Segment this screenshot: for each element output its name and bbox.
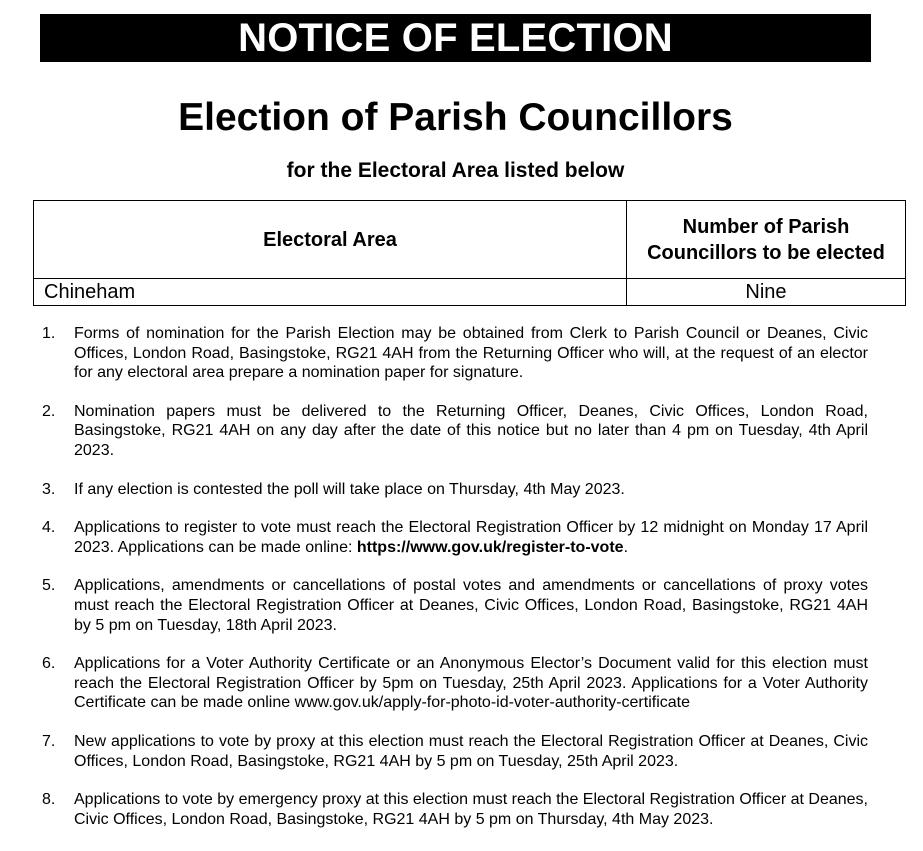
item-text: Applications to register to vote must reach the Electoral Registration Officer by 12 midnight on Monday 17 April 2023. Applications can be made online: (74, 519, 868, 556)
councillor-count-cell: Nine (627, 279, 906, 306)
list-item (40, 732, 868, 771)
list-item (40, 518, 868, 557)
item-number: 4. (42, 519, 56, 537)
item-text: Applications to vote by emergency proxy at this election must reach the Electoral Registration Officer at Deanes, Civic Offices, London Road, Basingstoke, RG21 4AH by 5 pm on Thursday, 4th May 2023. (74, 791, 868, 828)
item-number: 3. (42, 480, 56, 498)
list-item (40, 790, 868, 829)
register-to-vote-link[interactable]: https://www.gov.uk/register-to-vote (356, 538, 624, 556)
area-name-cell: Chineham (34, 279, 627, 306)
item-number: 2. (42, 402, 56, 420)
list-item (40, 654, 868, 713)
item-text-end: . (623, 538, 629, 556)
item-text: New applications to vote by proxy at this election must reach the Electoral Registration Officer at Deanes, Civic Offices, London Road, Basingstoke, RG21 4AH by 5 pm on Tuesday, 25th April 2023. (74, 732, 868, 770)
item-number: 8. (42, 791, 56, 809)
item-text: Applications, amendments or cancellations of postal votes and amendments or cancellations of proxy votes must reach the Electoral Registration Officer at Deanes, Civic Offices, London Road, Basingstoke, RG21 4AH by 5 pm on Tuesday, 18th April 2023. (74, 577, 868, 634)
list-item (40, 480, 868, 500)
item-text: Applications for a Voter Authority Certificate or an Anonymous Elector’s Document valid for this election must reach the Electoral Registration Officer by 5pm on Tuesday, 25th April 2023. Applications for a Voter Authority Certificate can be made online www.gov.uk/apply-for-photo-id-voter-authority-certificate (74, 655, 868, 712)
item-text: Nomination papers must be delivered to the Returning Officer, Deanes, Civic Offices, London Road, Basingstoke, RG21 4AH on any day after the date of this notice but no later than 4 pm on Tuesday, 4th April 2023. (74, 402, 868, 459)
page-title: Election of Parish Councillors (178, 96, 733, 139)
page-subtitle: for the Electoral Area listed below (286, 159, 625, 182)
table-row (34, 279, 906, 306)
item-number: 6. (42, 655, 56, 673)
notice-banner: NOTICE OF ELECTION (40, 14, 871, 62)
item-text: If any election is contested the poll will take place on Thursday, 4th May 2023. (74, 480, 625, 498)
item-number: 1. (42, 325, 56, 342)
item-text: Forms of nomination for the Parish Election may be obtained from Clerk to Parish Council or Deanes, Civic Offices, London Road, Basingstoke, RG21 4AH from the Returning Officer who will, at the request of an elector for any electoral area prepare a nomination paper for signature. (74, 325, 868, 382)
list-item (40, 402, 868, 461)
electoral-area-table (33, 200, 906, 306)
header-councillor-count: Number of Parish Councillors to be elected (627, 201, 906, 279)
header-electoral-area: Electoral Area (34, 201, 627, 279)
list-item (40, 324, 868, 383)
list-item (40, 576, 868, 635)
notice-notes-list (40, 324, 868, 829)
item-number: 7. (42, 732, 56, 750)
table-header-row (34, 201, 906, 279)
item-number: 5. (42, 577, 56, 595)
